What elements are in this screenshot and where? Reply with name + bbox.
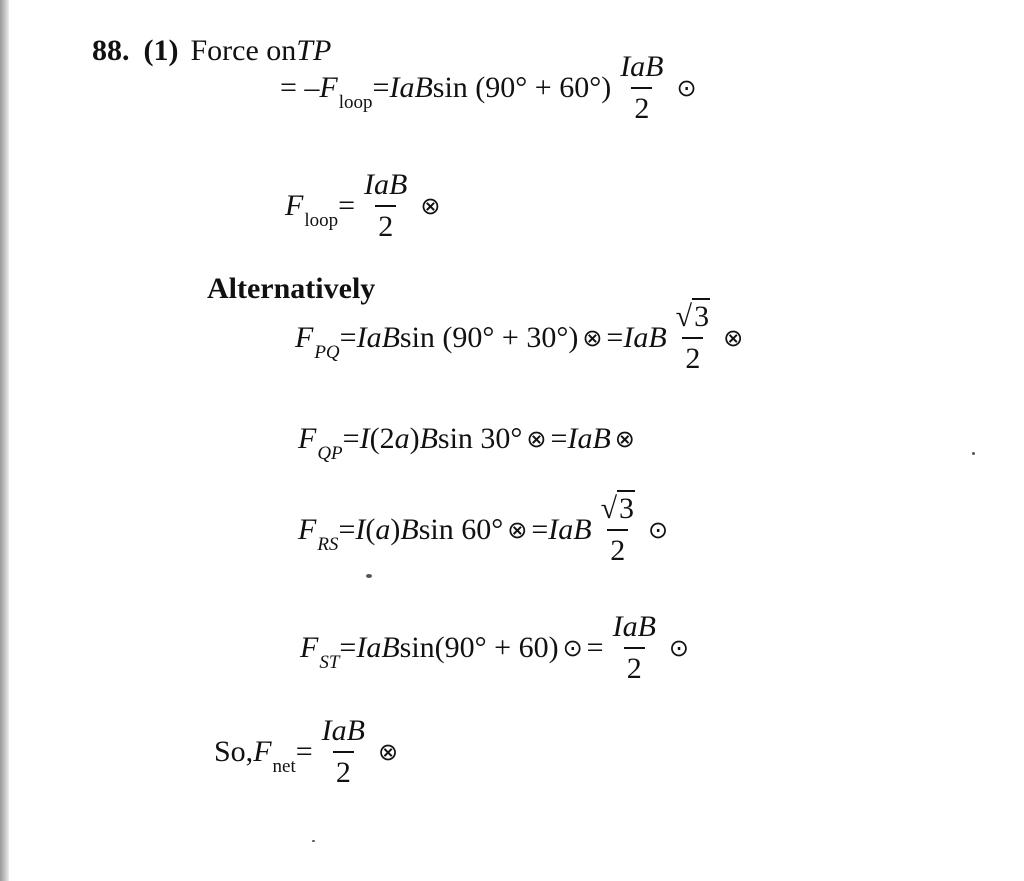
- frs-subscript: RS: [317, 533, 339, 555]
- out-of-page-icon: ⊙: [562, 634, 583, 662]
- fpq-sqrt-sign: √: [675, 300, 693, 333]
- fpq-lhs: IaB: [356, 321, 400, 354]
- frs-var: F: [298, 513, 317, 546]
- fqp-length: a: [394, 422, 410, 455]
- frs-equals: =: [338, 513, 356, 546]
- equation-force-rs: [298, 494, 672, 566]
- fst-denominator: 2: [624, 647, 645, 684]
- frs-denominator: 2: [607, 529, 628, 566]
- eq1-prefix: = –: [280, 71, 320, 104]
- scan-speck: [312, 840, 315, 842]
- fpq-denominator: 2: [682, 337, 703, 374]
- frs-paren-close: ): [390, 513, 401, 546]
- eq1-var: F: [319, 71, 338, 104]
- fst-lhs: IaB: [356, 631, 400, 664]
- equation-force-qp: [298, 422, 639, 464]
- fpq-sqrt: [673, 302, 713, 337]
- fqp-var: F: [298, 422, 317, 455]
- eq2-subscript: loop: [304, 209, 339, 231]
- fnet-numerator: IaB: [321, 714, 365, 747]
- equation-force-loop: [285, 170, 444, 242]
- fnet-so: So,: [214, 735, 254, 768]
- fqp-equals: =: [342, 422, 360, 455]
- into-page-icon: ⊗: [420, 192, 441, 220]
- fpq-var: F: [295, 321, 314, 354]
- frs-current: I: [355, 513, 366, 546]
- into-page-icon: ⊗: [526, 425, 547, 453]
- fqp-paren-open: (2: [369, 422, 395, 455]
- eq2-equals: =: [338, 189, 356, 222]
- eq1-current: I: [389, 71, 400, 104]
- fst-sine: sin(90° + 60): [399, 631, 559, 664]
- heading-text: Force on: [190, 34, 297, 67]
- fpq-subscript: PQ: [314, 341, 340, 363]
- equation-force-tp: [280, 52, 701, 124]
- frs-field: B: [400, 513, 419, 546]
- scan-speck: [972, 452, 975, 455]
- fst-subscript: ST: [319, 651, 340, 673]
- fpq-sqrt-value: 3: [694, 300, 710, 333]
- eq1-fraction: [617, 52, 666, 124]
- fnet-var: F: [253, 735, 272, 768]
- fst-numerator: IaB: [612, 610, 656, 643]
- fqp-field: B: [419, 422, 438, 455]
- alternatively-heading: Alternatively: [207, 272, 376, 305]
- frs-length: a: [375, 513, 391, 546]
- fpq-sine: sin (90° + 30°): [399, 321, 579, 354]
- into-page-icon: ⊗: [377, 738, 399, 766]
- fpq-fraction: [673, 302, 713, 374]
- frs-sine: sin 60°: [418, 513, 504, 546]
- frs-equals-2: =: [531, 513, 549, 546]
- into-page-icon: ⊗: [582, 324, 603, 352]
- equation-force-st: [300, 612, 693, 684]
- into-page-icon: ⊗: [723, 324, 744, 352]
- frs-sqrt-value: 3: [619, 492, 635, 525]
- eq1-numerator: IaB: [620, 50, 664, 83]
- scan-speck: [366, 574, 372, 578]
- fnet-equals: =: [295, 735, 313, 768]
- fqp-current: I: [359, 422, 370, 455]
- question-number: 88.: [92, 34, 130, 67]
- fst-equals: =: [339, 631, 357, 664]
- eq1-equals: =: [372, 71, 390, 104]
- eq2-denominator: 2: [375, 205, 396, 242]
- eq1-length: a: [399, 71, 415, 104]
- frs-sqrt: [598, 494, 638, 529]
- eq2-numerator: IaB: [364, 168, 408, 201]
- fqp-rhs: IaB: [567, 422, 611, 455]
- eq1-subscript: loop: [338, 91, 373, 113]
- fpq-equals: =: [339, 321, 357, 354]
- eq1-denominator: 2: [631, 87, 652, 124]
- heading-variable: TP: [296, 34, 332, 67]
- eq1-field: B: [414, 71, 433, 104]
- out-of-page-icon: ⊙: [668, 634, 690, 662]
- out-of-page-icon: ⊙: [648, 516, 669, 544]
- fpq-rhs: IaB: [623, 321, 667, 354]
- eq2-fraction: [361, 170, 410, 242]
- fqp-subscript: QP: [317, 442, 343, 464]
- fnet-denominator: 2: [333, 751, 354, 788]
- fst-equals-2: =: [586, 631, 604, 664]
- equation-net-force: [214, 716, 402, 788]
- fpq-equals-2: =: [606, 321, 624, 354]
- frs-paren-open: (: [365, 513, 376, 546]
- fqp-equals-2: =: [550, 422, 568, 455]
- frs-sqrt-sign: √: [600, 492, 618, 525]
- scan-edge-shadow: [0, 0, 9, 881]
- equation-force-pq: [295, 302, 747, 374]
- fst-fraction: [610, 612, 659, 684]
- eq2-var: F: [285, 189, 304, 222]
- out-of-page-icon: ⊙: [676, 74, 697, 102]
- fnet-subscript: net: [272, 755, 296, 777]
- fqp-sine: sin 30°: [437, 422, 523, 455]
- fnet-fraction: [319, 716, 368, 788]
- eq1-sine: sin (90° + 60°): [432, 71, 612, 104]
- fst-var: F: [300, 631, 319, 664]
- into-page-icon: ⊗: [507, 516, 528, 544]
- frs-fraction: [598, 494, 638, 566]
- answer-option: (1): [143, 34, 179, 67]
- fqp-paren-close: ): [409, 422, 420, 455]
- into-page-icon: ⊗: [614, 425, 635, 453]
- frs-rhs: IaB: [548, 513, 592, 546]
